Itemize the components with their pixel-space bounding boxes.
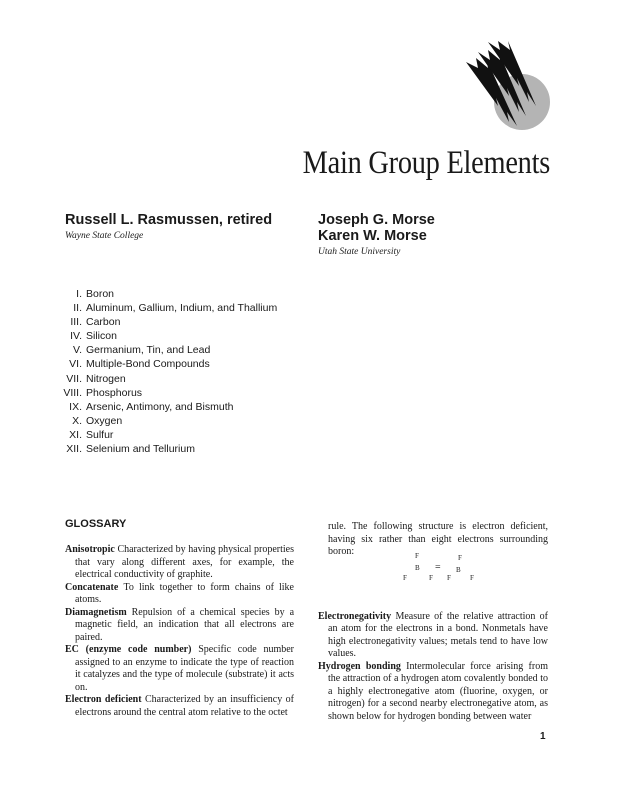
glossary-definition: Characterized by having physical properties that vary along different axes, for example, the electrical conductivity of graphite.: [75, 544, 294, 580]
atom-label: F: [470, 574, 474, 582]
glossary-definition: Measure of the relative attraction of an atom for the electrons in a bond. Nonmetals have high electronegativity values; metals tend to have low values.: [328, 610, 549, 659]
atom-label: B: [415, 564, 420, 572]
toc-label: Nitrogen: [86, 372, 126, 385]
glossary-column-right: [318, 521, 548, 723]
toc-item: [55, 428, 277, 442]
glossary-definition: To link together to form chains of like atoms.: [75, 581, 294, 605]
glossary-definition: Characterized by an insufficiency of electrons around the central atom relative to the octet: [75, 694, 295, 718]
glossary-term: Concatenate: [65, 581, 119, 593]
atom-label: F: [403, 574, 407, 582]
toc-item: [55, 343, 277, 357]
toc-item: [55, 442, 277, 456]
toc-label: Carbon: [86, 316, 121, 329]
glossary-entry: [65, 607, 294, 645]
glossary-term: EC (enzyme code number): [65, 644, 192, 655]
toc-number: II.: [73, 302, 82, 315]
toc-number: X.: [72, 414, 82, 427]
table-of-contents: [55, 287, 277, 456]
toc-item: [55, 372, 277, 386]
toc-number: VI.: [69, 358, 82, 371]
toc-label: Oxygen: [86, 414, 123, 427]
author-name: Joseph G. Morse: [318, 212, 435, 228]
toc-number: IV.: [70, 330, 82, 343]
page-number: 1: [540, 731, 546, 742]
author-affiliation: Utah State University: [318, 247, 401, 257]
toc-number: III.: [70, 316, 82, 329]
toc-number: IX.: [69, 400, 82, 413]
glossary-term: Anisotropic: [65, 544, 115, 555]
toc-number: XI.: [69, 428, 82, 441]
glossary-heading: GLOSSARY: [65, 518, 127, 530]
boron-structure-diagram: [395, 553, 485, 586]
page-title: Main Group Elements: [302, 145, 550, 181]
toc-label: Phosphorus: [86, 386, 143, 399]
toc-item: [55, 287, 277, 301]
atom-label: F: [429, 574, 433, 582]
glossary-term: Diamagnetism: [65, 606, 127, 618]
glossary-definition: Specific code number assigned to an enzyme to indicate the type of reaction it catalyzes and the type of molecule (substrate) it acts on.: [75, 644, 295, 693]
glossary-entry: [65, 544, 294, 582]
glossary-definition: Repulsion of a chemical species by a magnetic field, an indication that all electrons are paired.: [75, 606, 295, 643]
glossary-entry: [65, 644, 294, 694]
double-bond: =: [435, 562, 441, 573]
glossary-entry: [318, 661, 548, 724]
toc-number: VIII.: [63, 386, 82, 399]
toc-label: Arsenic, Antimony, and Bismuth: [86, 400, 234, 413]
toc-number: V.: [73, 344, 82, 357]
glossary-column-left: [65, 544, 294, 719]
atom-label: F: [415, 552, 419, 560]
author-name: Russell L. Rasmussen, retired: [65, 212, 273, 228]
toc-label: Boron: [86, 288, 115, 300]
toc-item: [55, 400, 277, 414]
glossary-entry: [65, 582, 294, 607]
toc-item: [55, 301, 277, 315]
glossary-continuation: rule. The following structure is electron deficient, having six rather than eight electrons surrounding boron:: [328, 521, 548, 557]
toc-item: [55, 386, 277, 400]
toc-label: Aluminum, Gallium, Indium, and Thallium: [86, 302, 278, 315]
toc-number: I.: [76, 288, 82, 300]
glossary-entry: [318, 611, 548, 661]
toc-label: Selenium and Tellurium: [86, 443, 195, 456]
toc-number: VII.: [66, 372, 82, 385]
glossary-term: Electron deficient: [65, 694, 142, 705]
toc-label: Silicon: [86, 330, 117, 343]
atom-label: F: [447, 574, 451, 582]
glossary-definition: Intermolecular force arising from the attraction of a hydrogen atom covalently bonded to a highly electronegative atom (fluorine, oxygen, or nitrogen) for a second nearby electronegative atom, as shown below for hydrogen bonding between water: [328, 660, 548, 722]
toc-item: [55, 329, 277, 343]
glossary-term: Electronegativity: [318, 610, 392, 622]
glossary-entry: [65, 694, 294, 719]
glossary-term: Hydrogen bonding: [318, 660, 401, 672]
toc-label: Germanium, Tin, and Lead: [86, 344, 211, 357]
toc-label: Sulfur: [86, 428, 114, 441]
atom-label: B: [456, 566, 461, 574]
atom-label: F: [458, 554, 462, 562]
toc-item: [55, 414, 277, 428]
toc-item: [55, 357, 277, 371]
author-name: Karen W. Morse: [318, 228, 427, 244]
author-affiliation: Wayne State College: [65, 231, 144, 241]
toc-number: XII.: [66, 443, 82, 456]
chapter-logo-icon: [462, 40, 552, 132]
toc-label: Multiple-Bond Compounds: [86, 358, 210, 371]
toc-item: [55, 315, 277, 329]
